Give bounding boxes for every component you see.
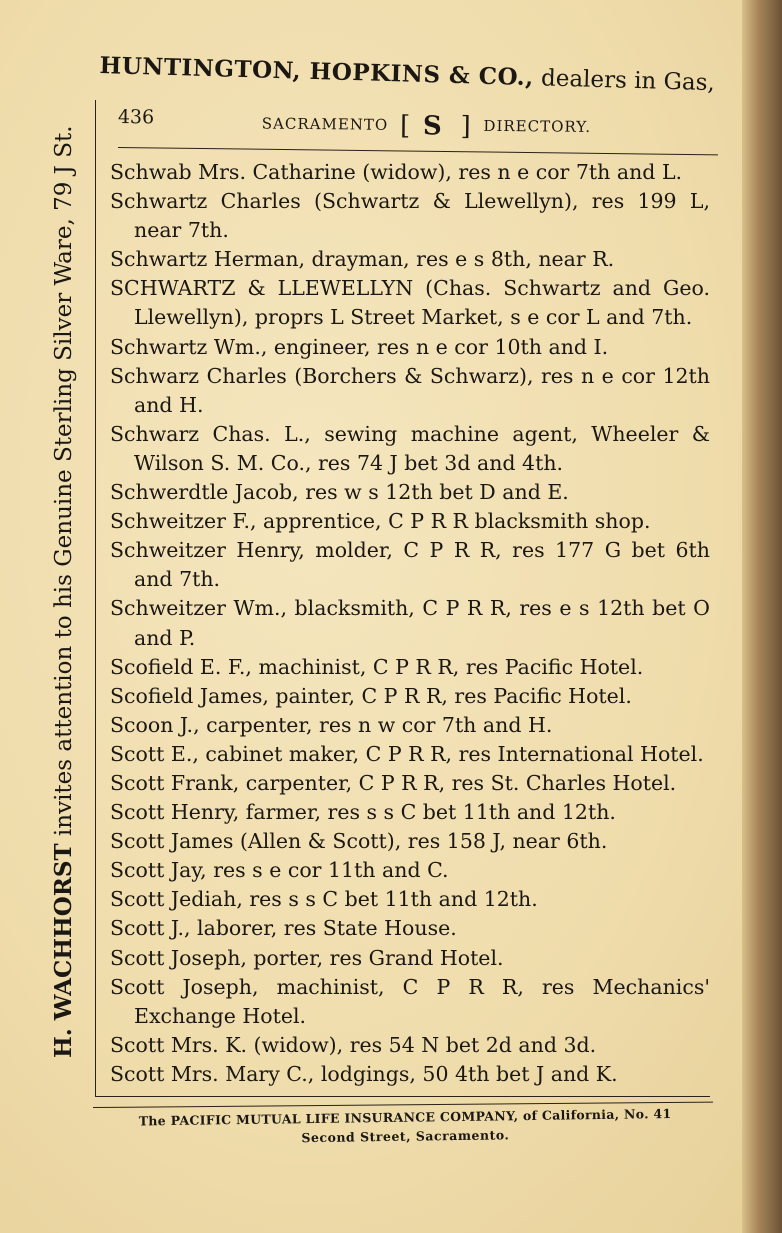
directory-entry: Scott Frank, carpenter, C P R R, res St. Charles Hotel. <box>110 770 677 795</box>
directory-entry: Scott Mrs. Mary C., lodgings, 50 4th bet J and K. <box>110 1061 618 1086</box>
directory-entry: Scott Henry, farmer, res s s C bet 11th and 12th. <box>110 800 616 825</box>
directory-entry: SCHWARTZ & LLEWELLYN (Chas. Schwartz and Geo. Llewellyn), proprs L Street Market, s e cor L and 7th. <box>110 276 710 330</box>
footer-line-1: The PACIFIC MUTUAL LIFE INSURANCE COMPANY, of California, No. 41 <box>138 1106 672 1129</box>
directory-entry: Scofield James, painter, C P R R, res Pacific Hotel. <box>110 683 632 708</box>
directory-entry: Scott Joseph, porter, res Grand Hotel. <box>110 945 504 970</box>
header-letter: S <box>422 111 443 142</box>
side-ad-text: invites attention to his Genuine Sterling Silver Ware, 79 J St. <box>51 125 77 837</box>
directory-entry: Schwarz Chas. L., sewing machine agent, Wheeler & Wilson S. M. Co., res 74 J bet 3d and 4th. <box>110 421 710 475</box>
footer-advertisement <box>100 1103 710 1150</box>
header-bracket-open: [ <box>399 110 412 142</box>
directory-entry: Scofield E. F., machinist, C P R R, res Pacific Hotel. <box>110 654 644 679</box>
directory-entry: Scott E., cabinet maker, C P R R, res International Hotel. <box>110 741 704 766</box>
directory-entry: Schweitzer F., apprentice, C P R R blacksmith shop. <box>110 509 651 534</box>
directory-entries <box>110 158 710 1089</box>
directory-entry: Schweitzer Wm., blacksmith, C P R R, res e s 12th bet O and P. <box>110 596 710 650</box>
directory-entry: Scott Joseph, machinist, C P R R, res Mechanics' Exchange Hotel. <box>110 974 710 1028</box>
header-title <box>262 110 592 143</box>
directory-entry: Schwab Mrs. Catharine (widow), res n e cor 7th and L. <box>110 160 683 184</box>
directory-entry: Schwartz Wm., engineer, res n e cor 10th and I. <box>110 334 609 359</box>
directory-entry: Scott Jediah, res s s C bet 11th and 12th. <box>110 887 538 912</box>
side-ad-name: H. WACHHORST <box>50 843 77 1058</box>
page-number: 436 <box>117 106 155 129</box>
directory-entry: Schwarz Charles (Borchers & Schwarz), res n e cor 12th and H. <box>110 363 710 417</box>
directory-entry: Schweitzer Henry, molder, C P R R, res 177 G bet 6th and 7th. <box>110 538 710 592</box>
header-left-word: SACRAMENTO <box>261 114 389 134</box>
side-advertisement <box>50 98 77 1058</box>
book-spine-shadow <box>742 0 782 1233</box>
directory-entry: Scott James (Allen & Scott), res 158 J, near 6th. <box>110 829 608 854</box>
running-header <box>118 106 718 152</box>
directory-entry: Scoon J., carpenter, res n w cor 7th and H. <box>110 712 553 737</box>
top-ad-firm: HUNTINGTON, HOPKINS & CO., <box>99 52 535 92</box>
header-right-word: DIRECTORY. <box>483 116 592 136</box>
directory-entry: Schwartz Herman, drayman, res e s 8th, near R. <box>110 247 615 272</box>
directory-entry: Scott J., laborer, res State House. <box>110 916 457 941</box>
top-advertisement <box>99 52 740 97</box>
footer-line-2: Second Street, Sacramento. <box>301 1127 510 1146</box>
directory-entry: Schwartz Charles (Schwartz & Llewellyn), res 199 L, near 7th. <box>110 189 710 243</box>
directory-entry: Schwerdtle Jacob, res w s 12th bet D and E. <box>110 480 569 505</box>
directory-entry: Scott Jay, res s e cor 11th and C. <box>110 858 449 883</box>
directory-entry: Scott Mrs. K. (widow), res 54 N bet 2d and 3d. <box>110 1032 597 1057</box>
header-bracket-close: ] <box>460 111 472 142</box>
top-ad-text: dealers in Gas, <box>540 65 716 97</box>
